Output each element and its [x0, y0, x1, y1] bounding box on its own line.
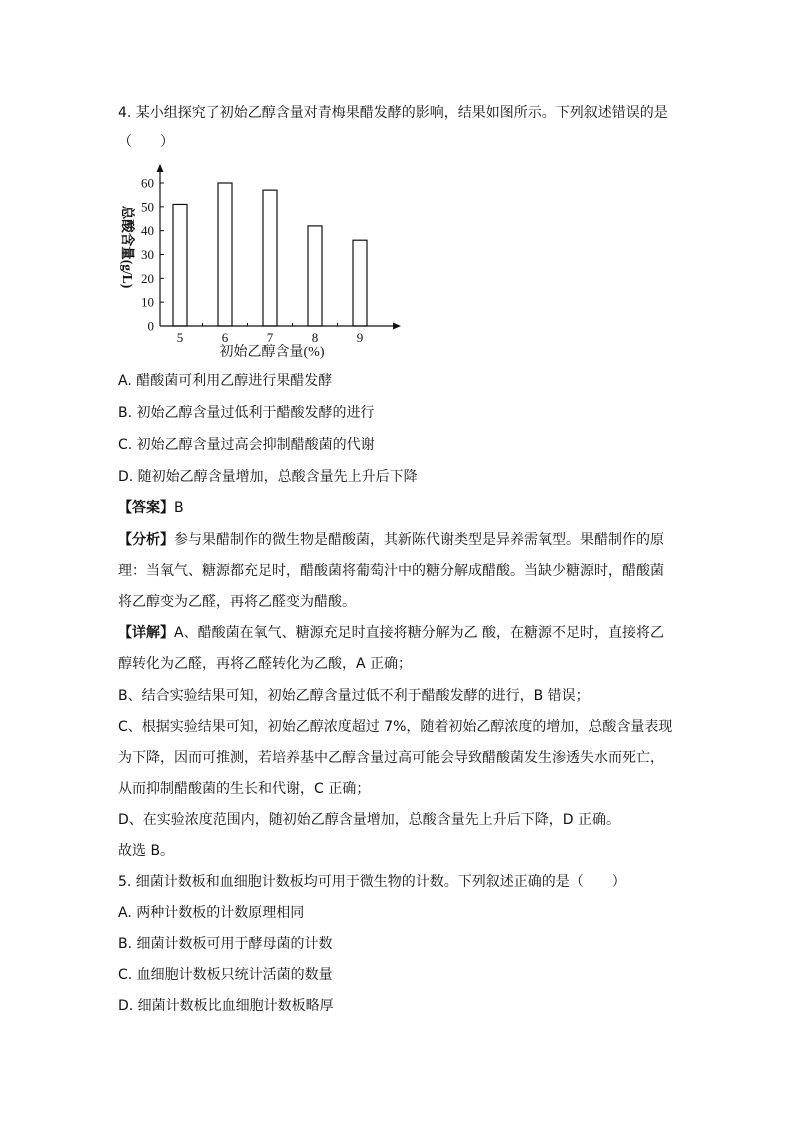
detail-line-6: 从而抑制醋酸菌的生长和代谢，C 正确；	[118, 781, 371, 797]
answer	[118, 498, 184, 518]
y-tick-label-60: 60	[141, 175, 154, 191]
y-tick-label-0: 0	[147, 318, 154, 334]
detail-line-3: B、结合实验结果可知，初始乙醇含量过低不利于醋酸发酵的进行，B 错误；	[118, 688, 590, 704]
detail-line-7: D、在实验浓度范围内，随初始乙醇含量增加，总酸含量先上升后下降，D 正确。	[118, 812, 621, 828]
q5-stem: 5. 细菌计数板和血细胞计数板均可用于微生物的计数。下列叙述正确的是（ ）	[118, 874, 626, 890]
y-axis-arrow	[157, 164, 164, 172]
bars	[173, 183, 367, 326]
x-axis-arrow	[393, 323, 401, 330]
q5-option-b: B. 细菌计数板可用于酵母菌的计数	[118, 936, 333, 952]
y-tick-label-50: 50	[141, 199, 154, 215]
q4-paren: （ ）	[118, 134, 174, 150]
q4-option-b: B. 初始乙醇含量过低利于醋酸发酵的进行	[118, 405, 375, 421]
bar-6	[218, 183, 232, 326]
analysis-text: 参与果醋制作的微生物是醋酸菌，其新陈代谢类型是异养需氧型。果醋制作的原	[174, 532, 664, 548]
answer-value: B	[174, 500, 184, 516]
detail-text: A、醋酸菌在氧气、糖源充足时直接将糖分解为乙 酸，在糖源不足时，直接将乙	[174, 625, 665, 641]
bar-chart	[112, 160, 412, 365]
bar-5	[173, 204, 187, 326]
detail-line-8: 故选 B。	[118, 843, 175, 859]
x-tick-label-5: 5	[176, 330, 184, 345]
q5-option-c: C. 血细胞计数板只统计活菌的数量	[118, 967, 333, 983]
bar-9	[353, 240, 367, 326]
q5-option-d: D. 细菌计数板比血细胞计数板略厚	[118, 998, 334, 1014]
q4-option-d: D. 随初始乙醇含量增加，总酸含量先上升后下降	[118, 469, 418, 485]
analysis-line-2: 理：当氧气、糖源都充足时，醋酸菌将葡萄汁中的糖分解成醋酸。当缺少糖源时，醋酸菌	[118, 563, 664, 579]
detail-label: 【详解】	[118, 625, 174, 641]
q4-option-a: A. 醋酸菌可利用乙醇进行果醋发酵	[118, 373, 333, 389]
q4-option-c: C. 初始乙醇含量过高会抑制醋酸菌的代谢	[118, 437, 375, 453]
bar-8	[308, 226, 322, 326]
q4-stem: 4. 某小组探究了初始乙醇含量对青梅果醋发酵的影响，结果如图所示。下列叙述错误的是	[118, 105, 668, 121]
x-tick-label-6: 6	[221, 330, 229, 345]
x-tick-label-7: 7	[266, 330, 274, 345]
y-tick-label-10: 10	[141, 294, 154, 310]
analysis-line-1	[118, 530, 664, 550]
detail-line-1	[118, 623, 664, 643]
detail-line-4: C、根据实验结果可知，初始乙醇浓度超过 7%，随着初始乙醇浓度的增加，总酸含量表现	[118, 719, 673, 735]
y-tick-label-30: 30	[141, 247, 154, 262]
y-tick-label-20: 20	[141, 270, 154, 286]
x-tick-label-8: 8	[311, 330, 319, 345]
y-axis-label: 总酸含量(g/L)	[120, 205, 135, 289]
analysis-label: 【分析】	[118, 532, 174, 548]
analysis-line-3: 将乙醇变为乙醛，再将乙醛变为醋酸。	[118, 594, 356, 610]
bar-7	[263, 190, 277, 326]
q5-option-a: A. 两种计数板的计数原理相同	[118, 905, 305, 921]
detail-line-5: 为下降，因而可推测，若培养基中乙醇含量过高可能会导致醋酸菌发生渗透失水而死亡，	[118, 750, 664, 766]
x-axis-label: 初始乙醇含量(%)	[219, 345, 325, 360]
y-tick-label-40: 40	[141, 223, 154, 239]
x-tick-label-9: 9	[356, 330, 364, 345]
answer-label: 【答案】	[118, 500, 174, 516]
detail-line-2: 醇转化为乙醛，再将乙醛转化为乙酸，A 正确；	[118, 656, 413, 672]
